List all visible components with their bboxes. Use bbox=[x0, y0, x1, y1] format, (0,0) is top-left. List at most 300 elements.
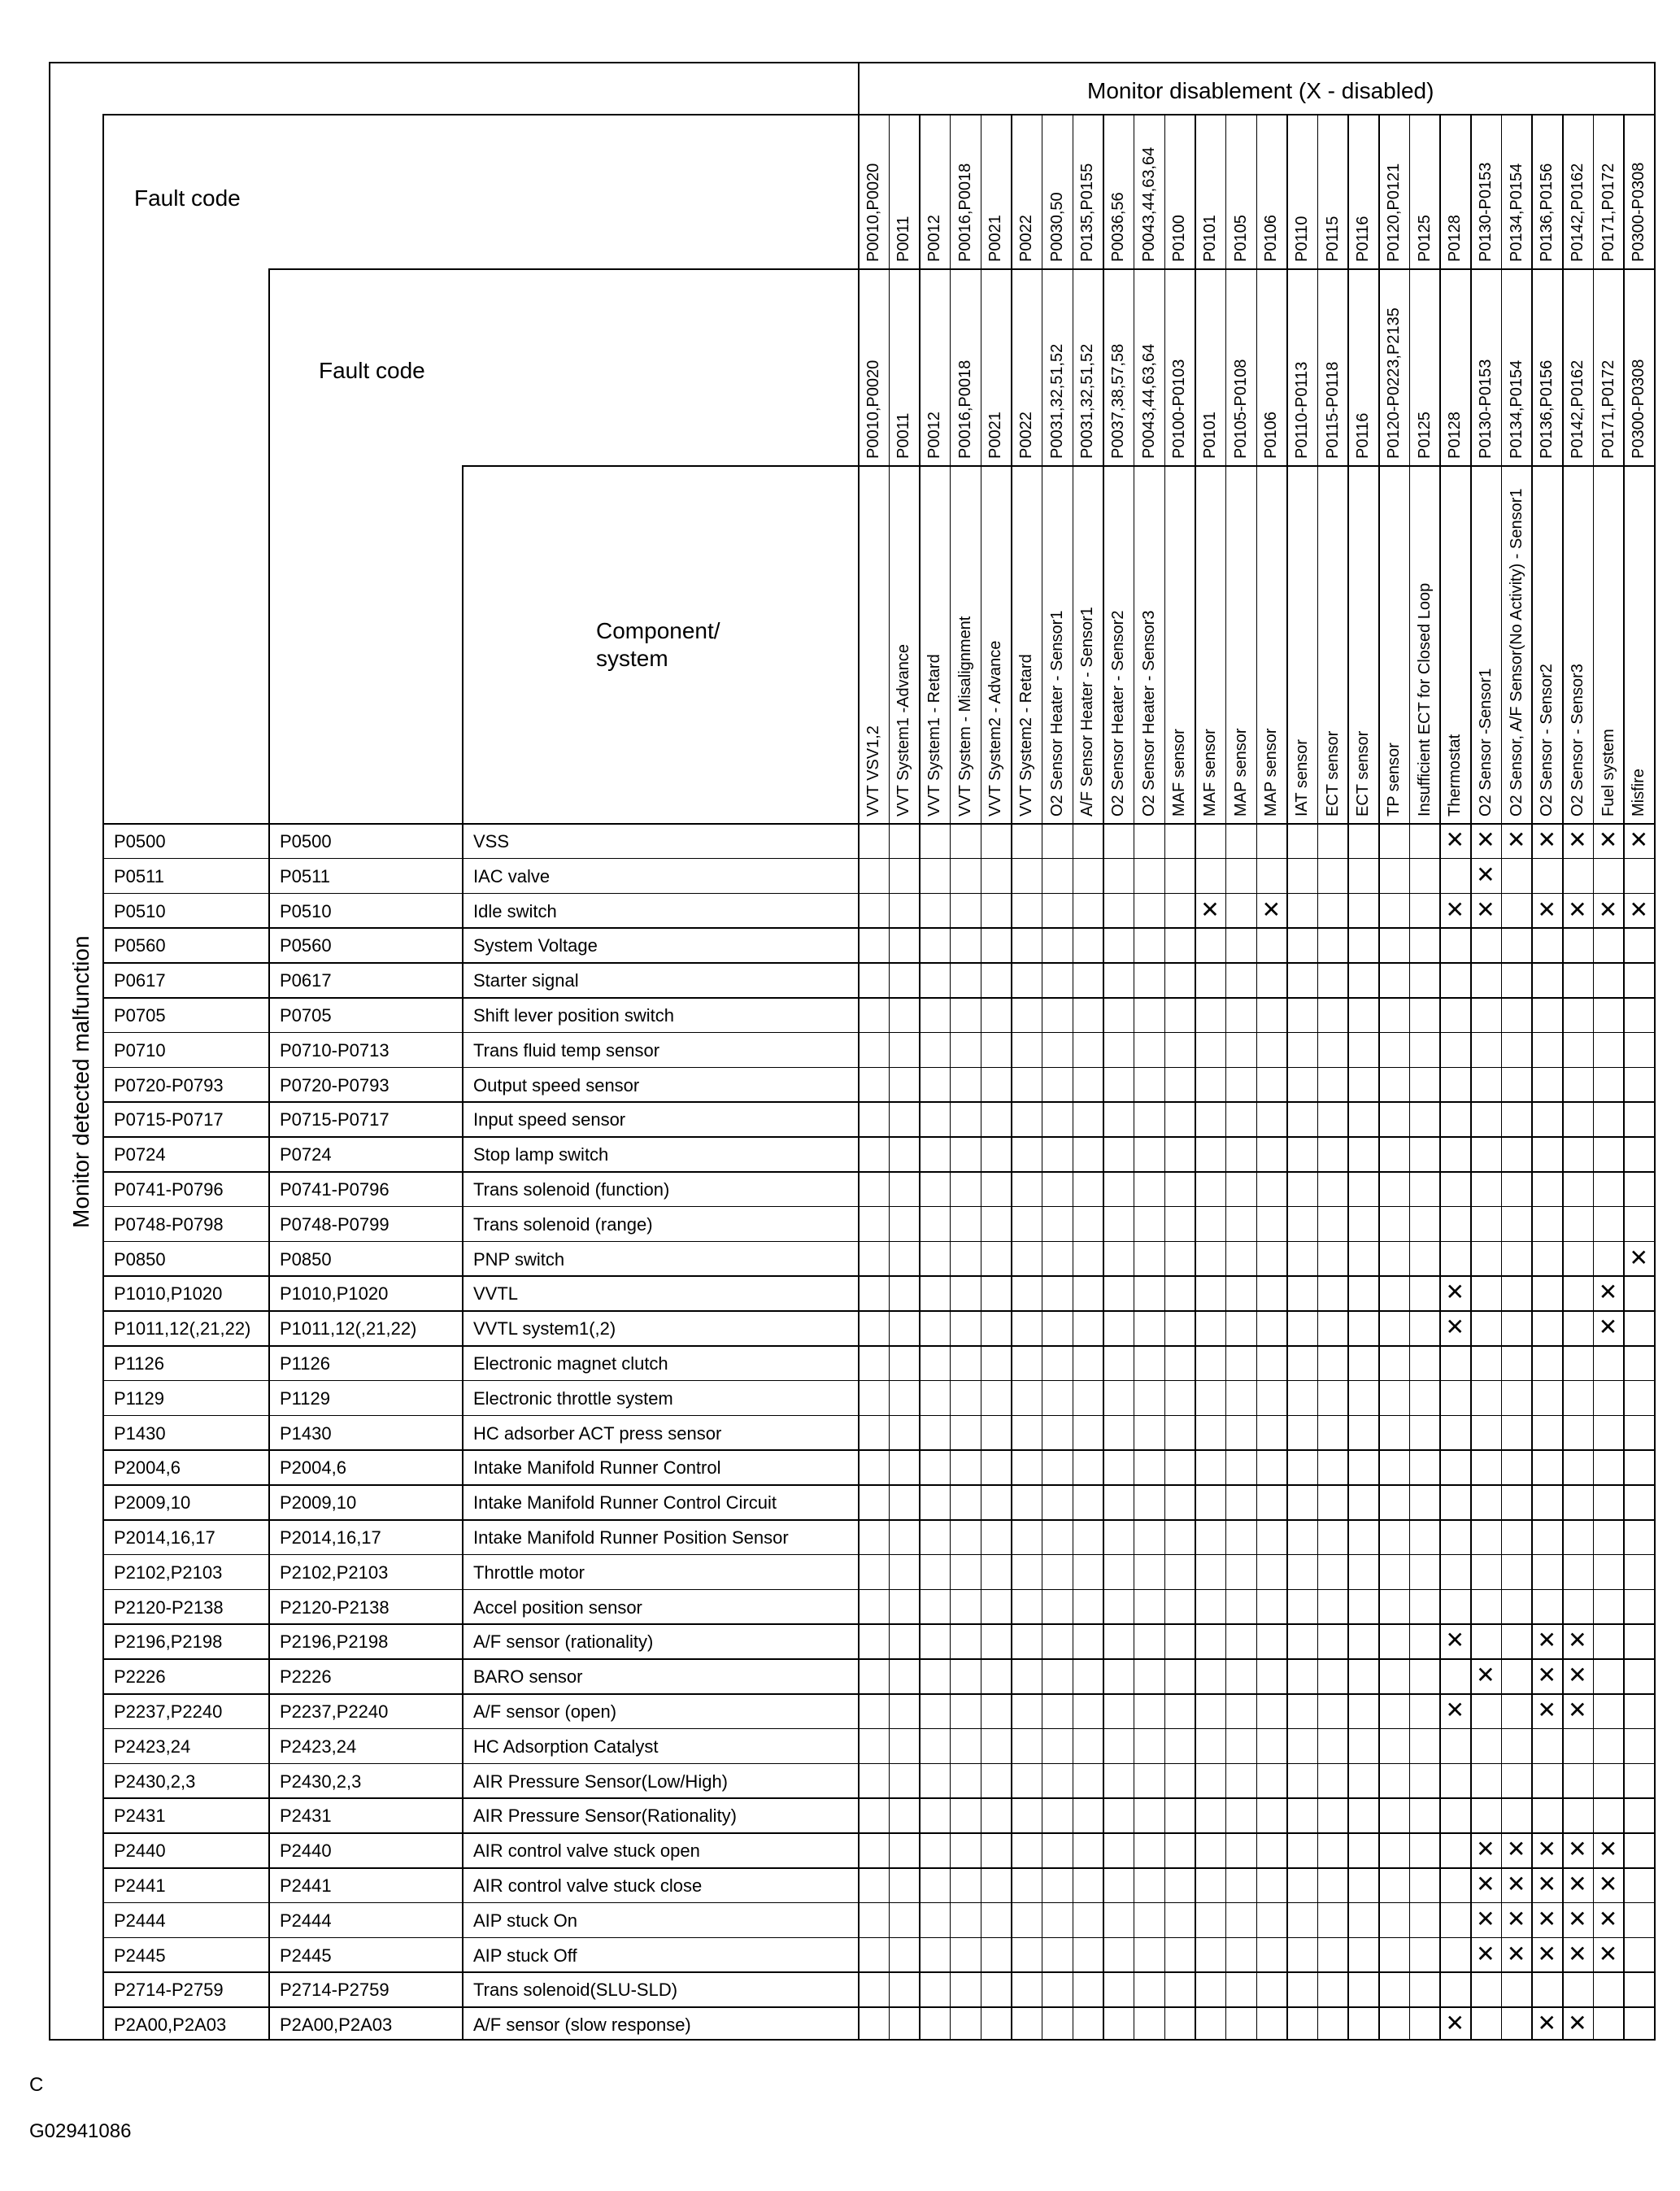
col-code1-label: P0100 bbox=[1170, 215, 1189, 262]
col-code2-label: P0022 bbox=[1017, 412, 1036, 459]
row-line bbox=[102, 858, 1654, 860]
row-fault-code-2: P1011,12(,21,22) bbox=[280, 1318, 417, 1339]
col-component-label: O2 Sensor Heater - Sensor2 bbox=[1109, 610, 1128, 817]
row-fault-code-1: P0850 bbox=[114, 1248, 166, 1270]
footer-letter: C bbox=[29, 2074, 44, 2096]
row-line bbox=[102, 962, 1654, 964]
row-fault-code-2: P2102,P2103 bbox=[280, 1562, 389, 1583]
row-fault-code-2: P2445 bbox=[280, 1945, 332, 1966]
outer-frame-right bbox=[1654, 62, 1656, 2041]
col-code1-label: P0128 bbox=[1446, 215, 1465, 262]
row-fault-code-2: P2004,6 bbox=[280, 1457, 346, 1479]
disabled-mark: ✕ bbox=[1568, 1940, 1587, 1967]
row-component: Stop lamp switch bbox=[473, 1144, 609, 1165]
row-line bbox=[102, 997, 1654, 999]
disabled-mark: ✕ bbox=[1476, 1836, 1495, 1863]
row-fault-code-2: P0724 bbox=[280, 1144, 332, 1165]
row-component: Trans solenoid(SLU-SLD) bbox=[473, 1980, 678, 2001]
header-bottom-line bbox=[102, 823, 1654, 825]
row-fault-code-1: P2423,24 bbox=[114, 1736, 191, 1757]
row-line bbox=[102, 1310, 1654, 1312]
row-fault-code-1: P2226 bbox=[114, 1666, 166, 1688]
disabled-mark: ✕ bbox=[1537, 2010, 1556, 2037]
row-line bbox=[102, 1728, 1654, 1730]
row-component: AIR Pressure Sensor(Low/High) bbox=[473, 1771, 729, 1792]
col-component-label: VVT System2 - Advance bbox=[986, 640, 1005, 817]
row-line bbox=[102, 1484, 1654, 1486]
row-fault-code-1: P2A00,P2A03 bbox=[114, 2015, 227, 2036]
disabled-mark: ✕ bbox=[1506, 1940, 1526, 1967]
row-component: AIR control valve stuck close bbox=[473, 1875, 703, 1896]
disabled-mark: ✕ bbox=[1598, 1905, 1618, 1932]
row-fault-code-1: P2102,P2103 bbox=[114, 1562, 223, 1583]
col-code1-label: P0134,P0154 bbox=[1507, 163, 1525, 262]
col-code2-label: P0011 bbox=[894, 412, 913, 459]
col-component-label: MAP sensor bbox=[1262, 728, 1281, 817]
disabled-mark: ✕ bbox=[1476, 1871, 1495, 1897]
col-component-label: MAF sensor bbox=[1170, 729, 1189, 817]
row-fault-code-2: P2237,P2240 bbox=[280, 1701, 389, 1722]
col-code1-label: P0171,P0172 bbox=[1599, 163, 1617, 262]
disabled-mark: ✕ bbox=[1445, 1278, 1465, 1306]
row-fault-code-1: P0500 bbox=[114, 831, 166, 852]
disabled-mark: ✕ bbox=[1537, 826, 1556, 853]
row-component: AIP stuck On bbox=[473, 1910, 577, 1931]
row-line bbox=[102, 1832, 1654, 1834]
disabled-mark: ✕ bbox=[1476, 895, 1495, 923]
row-fault-code-1: P2430,2,3 bbox=[114, 1771, 196, 1792]
col-code1-label: P0116 bbox=[1354, 216, 1373, 262]
disabled-mark: ✕ bbox=[1568, 1662, 1587, 1689]
col-code1-label: P0043,44,63,64 bbox=[1139, 146, 1158, 262]
row-component: A/F sensor (rationality) bbox=[473, 1631, 654, 1653]
grid-col-line bbox=[1225, 114, 1227, 2039]
disabled-mark: ✕ bbox=[1568, 2010, 1587, 2037]
col-component-label: Misfire bbox=[1630, 769, 1648, 817]
row-component: AIP stuck Off bbox=[473, 1945, 577, 1966]
col-code2-label: P0010,P0020 bbox=[864, 359, 882, 459]
disabled-mark: ✕ bbox=[1537, 1940, 1556, 1967]
row-line bbox=[102, 1206, 1654, 1208]
row-component: Intake Manifold Runner Position Sensor bbox=[473, 1527, 789, 1548]
row-fault-code-2: P2431 bbox=[280, 1806, 332, 1827]
row-component: Input speed sensor bbox=[473, 1109, 626, 1130]
grid-col-line bbox=[1073, 114, 1074, 2039]
col-component-label: A/F Sensor Heater - Sensor1 bbox=[1078, 607, 1097, 817]
row-fault-code-1: P2445 bbox=[114, 1945, 166, 1966]
col-component-label: MAP sensor bbox=[1231, 728, 1250, 817]
disabled-mark: ✕ bbox=[1537, 1836, 1556, 1863]
col-code1-label: P0101 bbox=[1201, 215, 1220, 262]
col-code2-label: P0171,P0172 bbox=[1599, 359, 1617, 459]
grid-col-line bbox=[919, 114, 921, 2039]
disabled-mark: ✕ bbox=[1476, 860, 1495, 888]
col-code1-label: P0016,P0018 bbox=[955, 163, 974, 262]
row-fault-code-2: P0617 bbox=[280, 970, 332, 991]
row-component: Accel position sensor bbox=[473, 1596, 642, 1618]
monitor-disablement-title: Monitor disablement (X - disabled) bbox=[1087, 78, 1434, 103]
disabled-mark: ✕ bbox=[1476, 1905, 1495, 1932]
row-fault-code-2: P0715-P0717 bbox=[280, 1109, 390, 1130]
row-fault-code-1: P0511 bbox=[114, 865, 164, 886]
row-fault-code-1: P2120-P2138 bbox=[114, 1596, 224, 1618]
row-fault-code-1: P2014,16,17 bbox=[114, 1527, 215, 1548]
component-system-header-line1: Component/ bbox=[596, 618, 720, 643]
row-fault-code-1: P0617 bbox=[114, 970, 166, 991]
col-code2-label: P0125 bbox=[1415, 412, 1434, 459]
col-code2-label: P0136,P0156 bbox=[1538, 359, 1556, 459]
col-code1-label: P0300-P0308 bbox=[1630, 162, 1648, 262]
monitor-detected-malfunction-label: Monitor detected malfunction bbox=[68, 935, 94, 1228]
grid-col-line bbox=[1409, 114, 1411, 2039]
row-component: A/F sensor (slow response) bbox=[473, 2015, 691, 2036]
row-fault-code-2: P0510 bbox=[280, 900, 332, 921]
component-system-header-line2: system bbox=[596, 646, 668, 671]
col-code2-label: P0115-P0118 bbox=[1323, 361, 1342, 459]
row-line bbox=[102, 1589, 1654, 1591]
row-component: Intake Manifold Runner Control Circuit bbox=[473, 1492, 777, 1514]
row-component: Shift lever position switch bbox=[473, 1005, 674, 1026]
row-component: IAC valve bbox=[473, 865, 551, 886]
col-component-label: Thermostat bbox=[1446, 734, 1465, 817]
disabled-mark: ✕ bbox=[1568, 1627, 1587, 1654]
col-component-label: VVT System2 - Retard bbox=[1017, 654, 1036, 817]
disabled-mark: ✕ bbox=[1537, 1627, 1556, 1654]
col-component-label: O2 Sensor -Sensor1 bbox=[1476, 668, 1495, 817]
row-fault-code-1: P1010,P1020 bbox=[114, 1283, 223, 1305]
grid-col-line bbox=[889, 114, 890, 2039]
row-line bbox=[102, 1937, 1654, 1939]
row-fault-code-2: P2196,P2198 bbox=[280, 1631, 389, 1653]
grid-col-line bbox=[1439, 114, 1441, 2039]
row-component: Trans fluid temp sensor bbox=[473, 1039, 660, 1061]
row-component: VSS bbox=[473, 831, 510, 852]
grid-col-line bbox=[1593, 114, 1595, 2039]
row-fault-code-1: P2004,6 bbox=[114, 1457, 181, 1479]
row-fault-code-1: P1126 bbox=[114, 1353, 164, 1374]
disabled-mark: ✕ bbox=[1445, 895, 1465, 923]
col-code1-label: P0036,56 bbox=[1109, 192, 1128, 262]
row-component: BARO sensor bbox=[473, 1666, 583, 1688]
disabled-mark: ✕ bbox=[1537, 1662, 1556, 1689]
disabled-mark: ✕ bbox=[1476, 826, 1495, 853]
grid-col-line bbox=[1042, 114, 1043, 2039]
row-fault-code-1: P2196,P2198 bbox=[114, 1631, 223, 1653]
row-line bbox=[102, 1136, 1654, 1138]
col-component-label: O2 Sensor - Sensor2 bbox=[1538, 664, 1556, 817]
grid-col-line bbox=[1347, 114, 1349, 2039]
row-component: Trans solenoid (range) bbox=[473, 1213, 653, 1235]
col-component-label: ECT sensor bbox=[1323, 730, 1342, 817]
disabled-mark: ✕ bbox=[1537, 1871, 1556, 1897]
row-fault-code-1: P0741-P0796 bbox=[114, 1179, 224, 1200]
grid-col-line bbox=[1378, 114, 1380, 2039]
grid-col-line bbox=[1562, 114, 1564, 2039]
disabled-mark: ✕ bbox=[1445, 1697, 1465, 1723]
row-fault-code-2: P2009,10 bbox=[280, 1492, 357, 1514]
row-component: HC Adsorption Catalyst bbox=[473, 1736, 659, 1757]
col-code1-label: P0010,P0020 bbox=[864, 163, 882, 262]
col-code1-label: P0125 bbox=[1415, 215, 1434, 262]
row-fault-code-2: P2A00,P2A03 bbox=[280, 2015, 393, 2036]
grid-col-line bbox=[1164, 114, 1166, 2039]
disabled-mark: ✕ bbox=[1476, 1940, 1495, 1967]
grid-col-line bbox=[1011, 114, 1012, 2039]
row-fault-code-1: P2237,P2240 bbox=[114, 1701, 223, 1722]
row-component: Electronic magnet clutch bbox=[473, 1353, 668, 1374]
col-code2-label: P0037,38,57,58 bbox=[1109, 343, 1128, 459]
row-line bbox=[102, 1763, 1654, 1765]
col-code2-label: P0043,44,63,64 bbox=[1139, 343, 1158, 459]
disabled-mark: ✕ bbox=[1506, 1905, 1526, 1932]
row-component: HC adsorber ACT press sensor bbox=[473, 1422, 722, 1444]
disabled-mark: ✕ bbox=[1537, 1905, 1556, 1932]
row-fault-code-1: P0715-P0717 bbox=[114, 1109, 224, 1130]
col-code1-label: P0142,P0162 bbox=[1568, 163, 1586, 262]
row-fault-code-1: P2444 bbox=[114, 1910, 166, 1931]
grid-col-line bbox=[1103, 114, 1104, 2039]
figure-id: G02941086 bbox=[29, 2120, 132, 2142]
col-code1-label: P0021 bbox=[986, 215, 1005, 262]
disabled-mark: ✕ bbox=[1568, 1905, 1587, 1932]
row-component: Intake Manifold Runner Control bbox=[473, 1457, 721, 1479]
row-line bbox=[102, 927, 1654, 929]
col-component-label: MAF sensor bbox=[1201, 729, 1220, 817]
grid-col-line bbox=[1195, 114, 1196, 2039]
disabled-mark: ✕ bbox=[1476, 1662, 1495, 1689]
col-code2-label: P0120-P0223,P2135 bbox=[1384, 307, 1403, 459]
row-line bbox=[102, 1275, 1654, 1277]
row-line bbox=[102, 1415, 1654, 1417]
disabled-mark: ✕ bbox=[1598, 1836, 1618, 1863]
header-line-2 bbox=[268, 268, 1654, 270]
col-code1-label: P0012 bbox=[925, 215, 944, 262]
row-fault-code-2: P0741-P0796 bbox=[280, 1179, 390, 1200]
row-fault-code-2: P2430,2,3 bbox=[280, 1771, 362, 1792]
outer-frame-bottom bbox=[49, 2039, 1654, 2041]
col-code2-label: P0105-P0108 bbox=[1231, 359, 1250, 459]
row-fault-code-2: P1430 bbox=[280, 1422, 332, 1444]
grid-col-line bbox=[950, 114, 951, 2039]
row-line bbox=[102, 2006, 1654, 2008]
row-component: VVTL bbox=[473, 1283, 519, 1305]
row-line bbox=[102, 1623, 1654, 1625]
col-code2-label: P0016,P0018 bbox=[955, 359, 974, 459]
row-fault-code-2: P0720-P0793 bbox=[280, 1074, 390, 1096]
row-line bbox=[102, 1241, 1654, 1243]
fault-code-inner-header: Fault code bbox=[319, 358, 425, 383]
col-code2-label: P0300-P0308 bbox=[1630, 359, 1648, 459]
disabled-mark: ✕ bbox=[1568, 826, 1587, 853]
disabled-mark: ✕ bbox=[1598, 895, 1618, 923]
disabled-mark: ✕ bbox=[1200, 895, 1220, 923]
disabled-mark: ✕ bbox=[1506, 1871, 1526, 1897]
row-line bbox=[102, 1519, 1654, 1521]
col-code2-label: P0134,P0154 bbox=[1507, 359, 1525, 459]
disabled-mark: ✕ bbox=[1445, 826, 1465, 853]
row-fault-code-1: P2431 bbox=[114, 1806, 166, 1827]
row-fault-code-1: P2441 bbox=[114, 1875, 166, 1896]
col-code1-label: P0135,P0155 bbox=[1078, 163, 1097, 262]
disabled-mark: ✕ bbox=[1445, 1313, 1465, 1341]
grid-col-line bbox=[1470, 114, 1472, 2039]
grid-col-line bbox=[1501, 114, 1503, 2039]
row-component: AIR control valve stuck open bbox=[473, 1840, 700, 1862]
row-fault-code-1: P0705 bbox=[114, 1005, 166, 1026]
row-fault-code-1: P0710 bbox=[114, 1039, 166, 1061]
row-fault-code-1: P0510 bbox=[114, 900, 166, 921]
disabled-mark: ✕ bbox=[1629, 826, 1648, 853]
col-code1-label: P0106 bbox=[1262, 215, 1281, 262]
disabled-mark: ✕ bbox=[1445, 2010, 1465, 2037]
col-component-label: VVT VSV1,2 bbox=[864, 725, 882, 817]
grid-col-line bbox=[1531, 114, 1533, 2039]
grid-col-line bbox=[1623, 114, 1625, 2039]
col-code1-label: P0130-P0153 bbox=[1476, 162, 1495, 262]
row-fault-code-1: P0560 bbox=[114, 935, 166, 956]
col-code2-label: P0130-P0153 bbox=[1476, 359, 1495, 459]
fault-code-outer-header: Fault code bbox=[134, 185, 241, 211]
col-code2-label: P0100-P0103 bbox=[1170, 359, 1189, 459]
grid-col-line bbox=[981, 114, 982, 2039]
disabled-mark: ✕ bbox=[1568, 895, 1587, 923]
row-fault-code-2: P0500 bbox=[280, 831, 332, 852]
row-component: VVTL system1(,2) bbox=[473, 1318, 616, 1339]
col-component-label: VVT System - Misalignment bbox=[955, 616, 974, 817]
col-component-label: O2 Sensor - Sensor3 bbox=[1568, 664, 1586, 817]
row-line bbox=[102, 1032, 1654, 1034]
row-line bbox=[102, 893, 1654, 895]
row-line bbox=[102, 1380, 1654, 1382]
row-fault-code-1: P2009,10 bbox=[114, 1492, 191, 1514]
row-component: Idle switch bbox=[473, 900, 557, 921]
col-code1-label: P0110 bbox=[1292, 216, 1311, 262]
row-line bbox=[102, 1449, 1654, 1451]
disabled-mark: ✕ bbox=[1568, 1697, 1587, 1723]
row-line bbox=[102, 1658, 1654, 1660]
col-code1-label: P0030,50 bbox=[1047, 192, 1066, 262]
row-component: PNP switch bbox=[473, 1248, 565, 1270]
disabled-mark: ✕ bbox=[1598, 1871, 1618, 1897]
outer-frame-left bbox=[49, 62, 50, 2039]
row-fault-code-2: P0748-P0799 bbox=[280, 1213, 390, 1235]
col-component-label: TP sensor bbox=[1384, 743, 1403, 817]
disabled-mark: ✕ bbox=[1445, 1627, 1465, 1654]
grid-col-line bbox=[1256, 114, 1258, 2039]
row-line bbox=[102, 1171, 1654, 1173]
col-component-label: VVT System1 - Retard bbox=[925, 654, 944, 817]
row-component: Starter signal bbox=[473, 970, 579, 991]
disabled-mark: ✕ bbox=[1506, 826, 1526, 853]
disabled-mark: ✕ bbox=[1629, 895, 1648, 923]
inner-left-line bbox=[102, 114, 104, 2039]
row-fault-code-2: P0705 bbox=[280, 1005, 332, 1026]
row-fault-code-1: P0720-P0793 bbox=[114, 1074, 224, 1096]
col-component-label: VVT System1 -Advance bbox=[894, 644, 913, 817]
col-code2-label: P0110-P0113 bbox=[1292, 361, 1311, 459]
grid-col-line bbox=[1286, 114, 1288, 2039]
grid-col-line bbox=[1134, 114, 1135, 2039]
row-line bbox=[102, 1867, 1654, 1869]
outer-frame-top bbox=[49, 62, 1654, 63]
row-line bbox=[102, 1971, 1654, 1973]
col-code2-label: P0031,32,51,52 bbox=[1047, 343, 1066, 459]
col-code1-label: P0022 bbox=[1017, 215, 1036, 262]
col3-line bbox=[462, 465, 464, 2039]
header-line-3 bbox=[462, 465, 1654, 467]
row-fault-code-2: P1010,P1020 bbox=[280, 1283, 389, 1305]
col-component-label: O2 Sensor Heater - Sensor1 bbox=[1047, 610, 1066, 817]
col-component-label: O2 Sensor, A/F Sensor(No Activity) - Sensor1 bbox=[1507, 488, 1525, 817]
row-fault-code-2: P2440 bbox=[280, 1840, 332, 1862]
row-line bbox=[102, 1345, 1654, 1347]
row-fault-code-1: P0724 bbox=[114, 1144, 166, 1165]
col-component-label: Fuel system bbox=[1599, 729, 1617, 817]
row-line bbox=[102, 1101, 1654, 1103]
row-component: A/F sensor (open) bbox=[473, 1701, 617, 1722]
col-component-label: O2 Sensor Heater - Sensor3 bbox=[1139, 610, 1158, 817]
row-component: AIR Pressure Sensor(Rationality) bbox=[473, 1806, 738, 1827]
col-code2-label: P0031,32,51,52 bbox=[1078, 343, 1097, 459]
col-code2-label: P0116 bbox=[1354, 412, 1373, 459]
row-fault-code-2: P2226 bbox=[280, 1666, 332, 1688]
row-fault-code-2: P0710-P0713 bbox=[280, 1039, 390, 1061]
row-fault-code-1: P1011,12(,21,22) bbox=[114, 1318, 251, 1339]
disabled-mark: ✕ bbox=[1598, 1940, 1618, 1967]
row-component: Throttle motor bbox=[473, 1562, 585, 1583]
row-fault-code-2: P1126 bbox=[280, 1353, 330, 1374]
disabled-mark: ✕ bbox=[1568, 1871, 1587, 1897]
col-component-label: IAT sensor bbox=[1292, 739, 1311, 817]
row-fault-code-1: P1129 bbox=[114, 1387, 164, 1409]
row-line bbox=[102, 1693, 1654, 1695]
row-fault-code-2: P2014,16,17 bbox=[280, 1527, 381, 1548]
col-component-label: Insufficient ECT for Closed Loop bbox=[1415, 582, 1434, 817]
disabled-mark: ✕ bbox=[1598, 1278, 1618, 1306]
disabled-mark: ✕ bbox=[1537, 1697, 1556, 1723]
row-fault-code-1: P1430 bbox=[114, 1422, 166, 1444]
grid-left-line bbox=[858, 62, 860, 2039]
disabled-mark: ✕ bbox=[1568, 1836, 1587, 1863]
grid-col-line bbox=[1317, 114, 1319, 2039]
col-code1-label: P0120,P0121 bbox=[1384, 163, 1403, 262]
row-component: System Voltage bbox=[473, 935, 598, 956]
disabled-mark: ✕ bbox=[1506, 1836, 1526, 1863]
col-code1-label: P0011 bbox=[894, 216, 913, 262]
disabled-mark: ✕ bbox=[1261, 895, 1282, 923]
col-code2-label: P0128 bbox=[1446, 412, 1465, 459]
row-component: Output speed sensor bbox=[473, 1074, 640, 1096]
col-code1-label: P0105 bbox=[1231, 215, 1250, 262]
row-line bbox=[102, 1554, 1654, 1556]
disabled-mark: ✕ bbox=[1629, 1244, 1648, 1271]
col-code2-label: P0101 bbox=[1201, 412, 1220, 459]
row-line bbox=[102, 1797, 1654, 1799]
col-code1-label: P0136,P0156 bbox=[1538, 163, 1556, 262]
row-fault-code-2: P2423,24 bbox=[280, 1736, 357, 1757]
row-fault-code-1: P2440 bbox=[114, 1840, 166, 1862]
header-line-1-left bbox=[102, 114, 858, 115]
col-code1-label: P0115 bbox=[1323, 216, 1342, 262]
disabled-mark: ✕ bbox=[1598, 826, 1618, 853]
row-fault-code-2: P0511 bbox=[280, 865, 330, 886]
row-fault-code-2: P1129 bbox=[280, 1387, 330, 1409]
row-fault-code-1: P2714-P2759 bbox=[114, 1980, 224, 2001]
row-component: Trans solenoid (function) bbox=[473, 1179, 670, 1200]
col-code2-label: P0012 bbox=[925, 412, 944, 459]
col-code2-label: P0021 bbox=[986, 412, 1005, 459]
row-line bbox=[102, 1067, 1654, 1069]
